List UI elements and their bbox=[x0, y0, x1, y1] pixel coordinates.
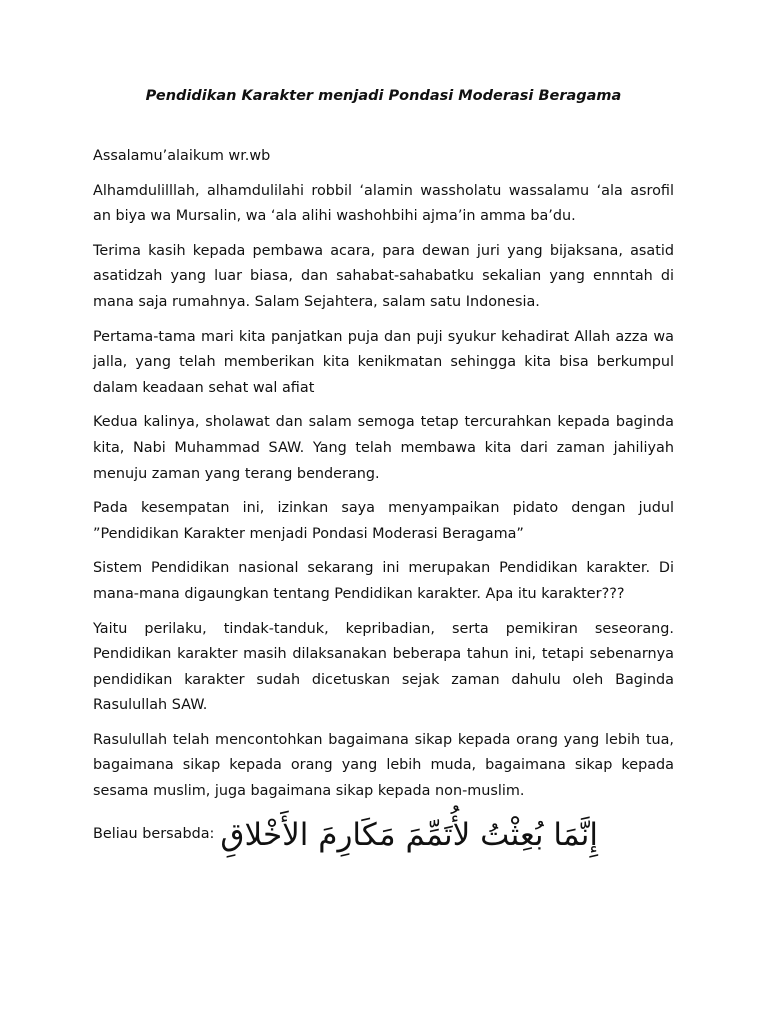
paragraph-opening-praise: Alhamdulilllah, alhamdulilahi robbil ‘alamin wassholatu wassalamu ‘ala asrofil an biya wa Mursalin, wa ‘ala alihi washohbihi ajma’in amma ba’du. bbox=[93, 182, 674, 225]
paragraph-education-system: Sistem Pendidikan nasional sekarang ini merupakan Pendidikan karakter. Di mana-mana digaungkan tentang Pendidikan karakter. Apa itu karakter??? bbox=[93, 560, 674, 602]
paragraph-gratitude: Pertama-tama mari kita panjatkan puja dan puji syukur kehadirat Allah azza wa jalla, yang telah memberikan kita kenikmatan sehingga kita bisa berkumpul dalam keadaan sehat wal afiat bbox=[93, 328, 674, 396]
paragraph-character-definition: Yaitu perilaku, tindak-tanduk, kepribadian, serta pemikiran seseorang. Pendidikan karakter masih dilaksanakan beberapa tahun ini, tetapi sebenarnya pendidikan karakter sudah dicetuskan sejak zaman dahulu oleh Baginda Rasulullah SAW. bbox=[93, 620, 674, 714]
paragraph-rasulullah-example: Rasulullah telah mencontohkan bagaimana sikap kepada orang yang lebih tua, bagaimana sikap kepada orang yang lebih muda, bagaimana sikap kepada sesama muslim, juga bagaimana sikap kepada non-muslim. bbox=[93, 731, 674, 800]
paragraph-sholawat: Kedua kalinya, sholawat dan salam semoga tetap tercurahkan kepada baginda kita, Nabi Muhammad SAW. Yang telah membawa kita dari zaman jahiliyah menuju zaman yang terang benderang. bbox=[93, 414, 674, 482]
document-title: Pendidikan Karakter menjadi Pondasi Moderasi Beragama bbox=[145, 88, 622, 104]
document-page bbox=[93, 86, 674, 855]
paragraph-speech-intro: Pada kesempatan ini, izinkan saya menyampaikan pidato dengan judul ”Pendidikan Karakter menjadi Pondasi Moderasi Beragama” bbox=[93, 500, 674, 542]
hadith-line bbox=[93, 815, 674, 855]
paragraph-thanks: Terima kasih kepada pembawa acara, para dewan juri yang bijaksana, asatid asatidzah yang luar biasa, dan sahabat-sahabatku sekalian yang ennntah di mana saja rumahnya. Salam Sejahtera, salam satu Indonesia. bbox=[93, 242, 674, 310]
paragraph-greeting: Assalamu’alaikum wr.wb bbox=[93, 148, 271, 164]
hadith-label: Beliau bersabda: bbox=[93, 825, 215, 842]
hadith-arabic-text: إِنَّمَا بُعِثْتُ لأُتَمِّمَ مَكَارِمَ الأَخْلاقِ bbox=[220, 816, 599, 853]
